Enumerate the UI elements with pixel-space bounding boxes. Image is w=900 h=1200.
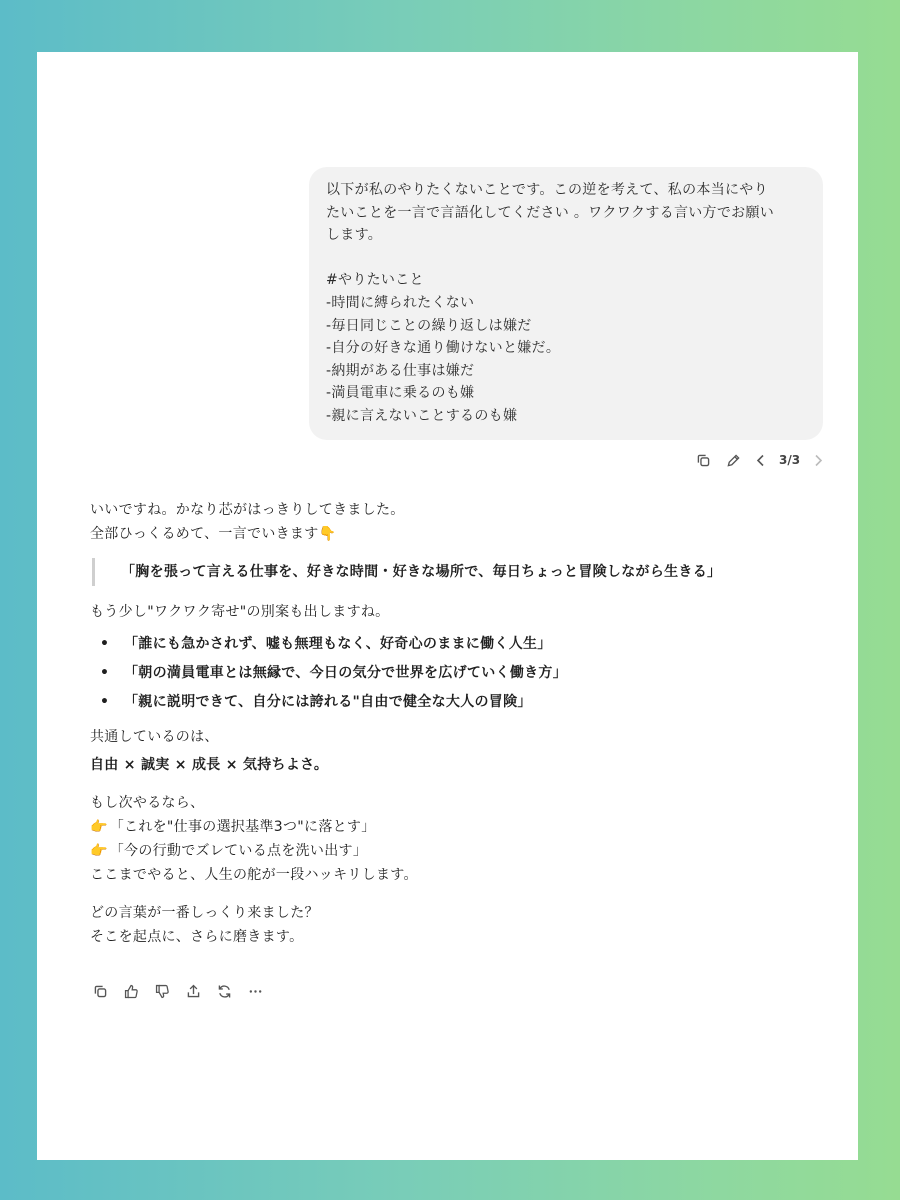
user-message-line: -時間に縛られたくない bbox=[326, 294, 475, 311]
user-message-line: たいことを一言で言語化してください 。ワクワクする言い方でお願い bbox=[326, 204, 775, 221]
user-message-line: 以下が私のやりたくないことです。この逆を考えて、私の本当にやり bbox=[326, 182, 768, 198]
next-intro: もし次やるなら、 bbox=[90, 795, 205, 811]
assistant-intro-line bbox=[90, 522, 830, 546]
assistant-intro-line: いいですね。かなり芯がはっきりしてきました。 bbox=[90, 502, 405, 518]
chevron-left-icon[interactable] bbox=[753, 452, 769, 468]
copy-icon[interactable] bbox=[693, 450, 713, 470]
user-message-line: -自分の好きな通り働けないと嫌だ。 bbox=[326, 340, 561, 357]
user-message-line: -毎日同じことの繰り返しは嫌だ bbox=[326, 317, 532, 334]
next-outro: ここまでやると、人生の舵が一段ハッキリします。 bbox=[90, 867, 418, 883]
alternatives-intro: もう少し"ワクワク寄せ"の別案も出しますね。 bbox=[90, 604, 390, 620]
list-item-text: 「誰にも急かされず、嘘も無理もなく、好奇心のままに働く人生」 bbox=[124, 636, 552, 652]
more-icon[interactable] bbox=[245, 981, 265, 1001]
edit-icon[interactable] bbox=[723, 450, 743, 470]
list-item bbox=[90, 630, 830, 659]
user-message-line: -納期がある仕事は嫌だ bbox=[326, 362, 475, 379]
next-step-text: 「今の行動でズレている点を洗い出す」 bbox=[109, 843, 368, 859]
list-item-text: 「親に説明できて、自分には誇れる"自由で健全な大人の冒険」 bbox=[124, 694, 532, 710]
assistant-message-actions bbox=[90, 981, 265, 1001]
point-down-emoji: 👇 bbox=[318, 526, 337, 542]
user-message-line: -親に言えないことするのも嫌 bbox=[326, 407, 518, 424]
assistant-intro-text: 全部ひっくるめて、一言でいきます bbox=[90, 526, 319, 542]
closing-line: どの言葉が一番しっくり来ました？ bbox=[90, 905, 319, 921]
assistant-message bbox=[90, 498, 830, 949]
share-icon[interactable] bbox=[183, 981, 203, 1001]
list-item bbox=[90, 688, 830, 717]
point-right-emoji: 👉 bbox=[90, 843, 108, 859]
bullet-mark: • bbox=[100, 665, 110, 681]
bullet-mark: • bbox=[100, 636, 110, 652]
response-pager: 3/3 bbox=[779, 453, 801, 467]
common-intro: 共通しているのは、 bbox=[90, 729, 219, 745]
chevron-right-icon[interactable] bbox=[810, 452, 826, 468]
alternatives-list bbox=[90, 630, 830, 717]
thumbs-down-icon[interactable] bbox=[152, 981, 172, 1001]
list-item-text: 「朝の満員電車とは無縁で、今日の気分で世界を広げていく働き方」 bbox=[124, 665, 568, 681]
chat-panel bbox=[37, 52, 858, 1160]
user-message-bubble bbox=[309, 167, 823, 440]
user-message-line: します。 bbox=[326, 227, 383, 244]
next-step-line bbox=[90, 815, 830, 839]
regenerate-icon[interactable] bbox=[214, 981, 234, 1001]
highlight-quote: 「胸を張って言える仕事を、好きな時間・好きな場所で、毎日ちょっと冒険しながら生きる」 bbox=[92, 558, 830, 586]
bullet-mark: • bbox=[100, 694, 110, 710]
next-step-line bbox=[90, 839, 830, 863]
point-right-emoji: 👉 bbox=[90, 819, 108, 835]
user-message-line: -満員電車に乗るのも嫌 bbox=[326, 385, 475, 402]
closing-line: そこを起点に、さらに磨きます。 bbox=[90, 929, 304, 945]
common-values: 自由 × 誠実 × 成長 × 気持ちよさ。 bbox=[90, 757, 329, 773]
user-message-line: #やりたいこと bbox=[326, 272, 424, 289]
thumbs-up-icon[interactable] bbox=[121, 981, 141, 1001]
next-step-text: 「これを"仕事の選択基準3つ"に落とす」 bbox=[109, 819, 376, 835]
user-message-line bbox=[326, 247, 803, 270]
copy-icon[interactable] bbox=[90, 981, 110, 1001]
list-item bbox=[90, 659, 830, 688]
user-message-actions bbox=[693, 450, 826, 470]
